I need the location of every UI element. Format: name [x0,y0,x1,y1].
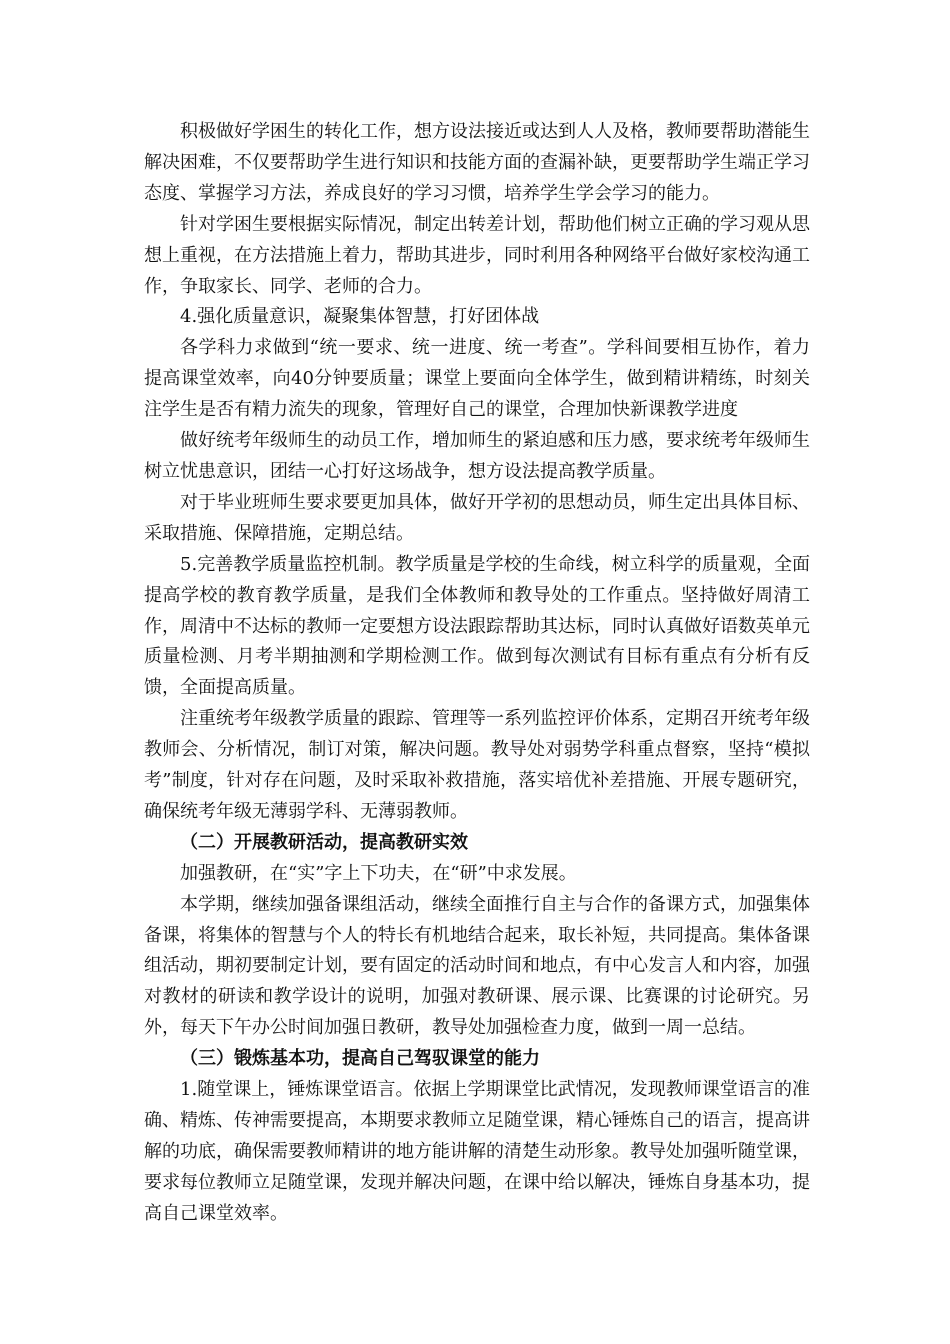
paragraph-item-4-title: 4.强化质量意识，凝聚集体智慧，打好团体战 [180,306,540,328]
paragraph-quality-monitoring: 5.完善教学质量监控机制。教学质量是学校的生命线，树立科学的质量观，全面提高学校的教育教学质量，是我们全体教师和教导处的工作重点。坚持做好周清工作，周清中不达标的教师一定要想方设法跟踪帮助其达标，同时认真做好语数英单元质量检测、月考半期抽测和学期检测工作。做到每次测试有目标有重点有分析有反馈，全面提高质量。 [144,553,810,699]
paragraph-exam-grade-mobilization: 做好统考年级师生的动员工作，增加师生的紧迫感和压力感，要求统考年级师生树立忧患意识，团结一心打好这场战争，想方设法提高教学质量。 [144,430,810,482]
section-heading-teaching-research: （二）开展教研活动，提高教研实效 [180,831,468,853]
paragraph-evaluation-system: 注重统考年级教学质量的跟踪、管理等一系列监控评价体系，定期召开统考年级教师会、分析情况，制订对策，解决问题。教导处对弱势学科重点督察，坚持“模拟考”制度，针对存在问题，及时采取补救措施，落实培优补差措施、开展专题研究，确保统考年级无薄弱学科、无薄弱教师。 [144,708,810,822]
section-heading-basic-skills: （三）锻炼基本功，提高自己驾驭课堂的能力 [180,1048,540,1070]
paragraph-classroom-language: 1.随堂课上，锤炼课堂语言。依据上学期课堂比武情况，发现教师课堂语言的准确、精炼、传神需要提高，本期要求教师立足随堂课，精心锤炼自己的语言，提高讲解的功底，确保需要教师精讲的地方能讲解的清楚生动形象。教导处加强听随堂课，要求每位教师立足随堂课，发现并解决问题，在课中给以解决，锤炼自身基本功，提高自己课堂效率。 [144,1079,810,1224]
paragraph-student-support: 积极做好学困生的转化工作，想方设法接近或达到人人及格，教师要帮助潜能生解决困难，不仅要帮助学生进行知识和技能方面的查漏补缺，更要帮助学生端正学习态度、掌握学习方法，养成良好的学习习惯，培养学生学会学习的能力。 [144,121,810,204]
paragraph-transformation-plan: 针对学困生要根据实际情况，制定出转差计划，帮助他们树立正确的学习观从思想上重视，在方法措施上着力，帮助其进步，同时利用各种网络平台做好家校沟通工作，争取家长、同学、老师的合力。 [144,213,810,297]
document-body [144,117,810,1230]
paragraph-collective-lesson-prep: 本学期，继续加强备课组活动，继续全面推行自主与合作的备课方式，加强集体备课，将集体的智慧与个人的特长有机地结合起来，取长补短，共同提高。集体备课组活动，期初要制定计划，要有固定的活动时间和地点，有中心发言人和内容，加强对教材的研读和教学设计的说明，加强对教研课、展示课、比赛课的讨论研究。另外，每天下午办公时间加强日教研，教导处加强检查力度，做到一周一总结。 [144,893,810,1039]
paragraph-unified-requirements: 各学科力求做到“统一要求、统一进度、统一考查”。学科间要相互协作，着力提高课堂效率，向40分钟要质量；课堂上要面向全体学生，做到精讲精练，时刻关注学生是否有精力流失的现象，管理好自己的课堂，合理加快新课教学进度 [144,337,810,421]
paragraph-graduating-class: 对于毕业班师生要求要更加具体，做好开学初的思想动员，师生定出具体目标、采取措施、保障措施，定期总结。 [144,491,810,544]
paragraph-research-motto: 加强教研，在“实”字上下功夫，在“研”中求发展。 [180,862,577,884]
